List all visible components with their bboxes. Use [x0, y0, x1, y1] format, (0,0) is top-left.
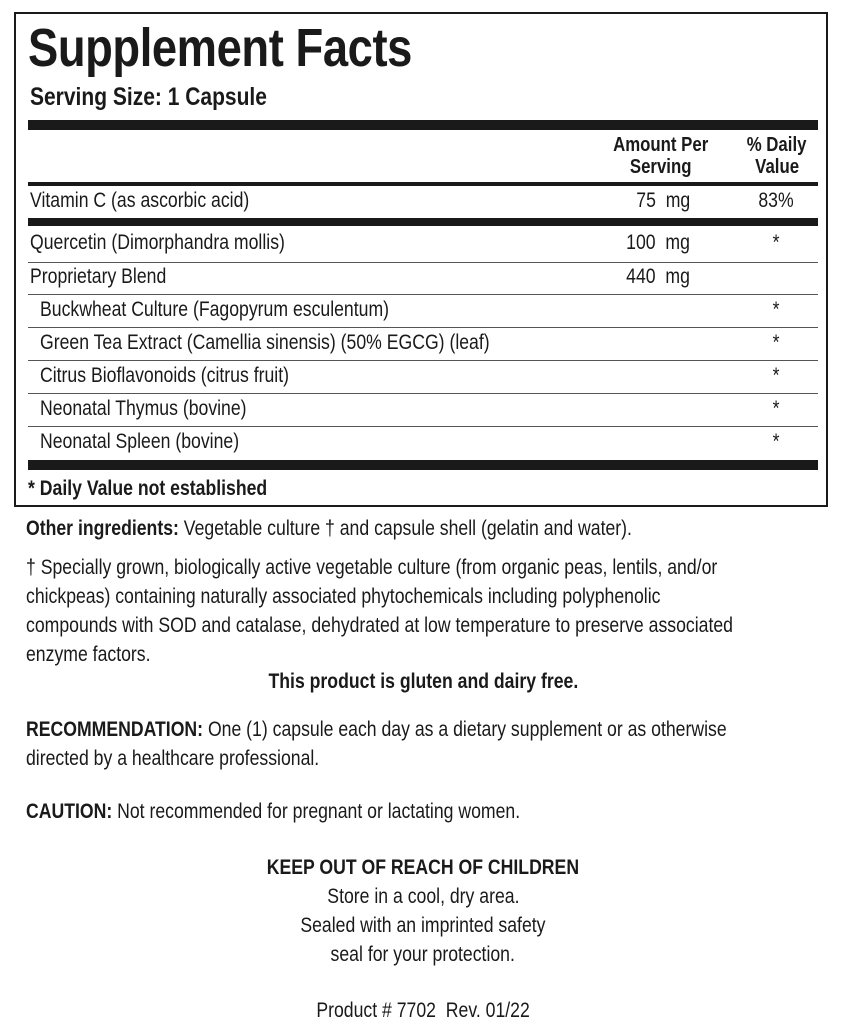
recommendation-label: RECOMMENDATION: [26, 718, 204, 741]
row-label-thymus: Neonatal Thymus (bovine) [40, 397, 247, 420]
row-dv-proprietary-blend [734, 264, 818, 290]
storage-line: seal for your protection. [330, 943, 516, 966]
row-dv-citrus: * [772, 364, 780, 387]
thick-divider-middle [28, 218, 818, 226]
storage-line: Sealed with an imprinted safety [300, 914, 546, 937]
thick-divider-top [28, 120, 818, 130]
caution-text: Not recommended for pregnant or lactating women. [112, 800, 521, 823]
thick-divider-bottom [28, 460, 818, 470]
row-dv-vitamin-c: 83% [758, 189, 794, 212]
row-label-proprietary-blend: Proprietary Blend [30, 265, 167, 288]
row-amount-vitamin-c: 75 mg [636, 189, 690, 212]
row-label-green-tea: Green Tea Extract (Camellia sinensis) (50% EGCG) (leaf) [40, 331, 490, 354]
recommendation: RECOMMENDATION: One (1) capsule each day as a dietary supplement or as otherwise directed by a healthcare professional. [26, 718, 727, 770]
row-dv-buckwheat: * [772, 298, 780, 321]
row-dv-thymus: * [772, 397, 780, 420]
row-label-quercetin: Quercetin (Dimorphandra mollis) [30, 231, 285, 254]
row-dv-green-tea: * [772, 331, 780, 354]
other-ingredients-label: Other ingredients: [26, 517, 179, 540]
gluten-dairy-free-statement: This product is gluten and dairy free. [268, 670, 578, 693]
panel-title: Supplement Facts [28, 18, 412, 78]
caution [26, 797, 826, 826]
row-divider [28, 360, 818, 361]
row-amount-proprietary-blend: 440 mg [626, 265, 690, 288]
header-amount-per-serving: Amount Per Serving [613, 134, 709, 178]
row-divider [28, 327, 818, 328]
row-label-vitamin-c: Vitamin C (as ascorbic acid) [30, 189, 250, 212]
other-ingredients [26, 514, 826, 543]
storage-line: Store in a cool, dry area. [326, 885, 520, 908]
row-divider [28, 262, 818, 263]
row-divider [28, 294, 818, 295]
row-label-spleen: Neonatal Spleen (bovine) [40, 430, 240, 453]
header-daily-value: % Daily Value [747, 134, 807, 178]
row-dv-spleen: * [772, 430, 780, 453]
row-divider [28, 426, 818, 427]
keep-out-of-reach-heading: KEEP OUT OF REACH OF CHILDREN [266, 856, 580, 879]
row-label-buckwheat: Buckwheat Culture (Fagopyrum esculentum) [40, 298, 390, 321]
daily-value-footnote: * Daily Value not established [28, 477, 268, 500]
product-number: Product # 7702 Rev. 01/22 [316, 999, 530, 1022]
row-divider [28, 393, 818, 394]
header-divider [28, 182, 818, 186]
caution-label: CAUTION: [26, 800, 113, 823]
row-label-citrus: Citrus Bioflavonoids (citrus fruit) [40, 364, 289, 387]
other-ingredients-text: Vegetable culture † and capsule shell (gelatin and water). [178, 517, 632, 540]
culture-note: † Specially grown, biologically active vegetable culture (from organic peas, lentils, and/or chickpeas) containing naturally associated phytochemicals including polyphenolic compounds with SOD and catalase, dehydrated at low temperature to preserve associated enzyme factors. [26, 556, 733, 666]
supplement-facts-panel [14, 12, 828, 507]
row-amount-quercetin: 100 mg [626, 231, 690, 254]
serving-size: Serving Size: 1 Capsule [30, 83, 267, 111]
row-dv-quercetin: * [772, 231, 780, 254]
